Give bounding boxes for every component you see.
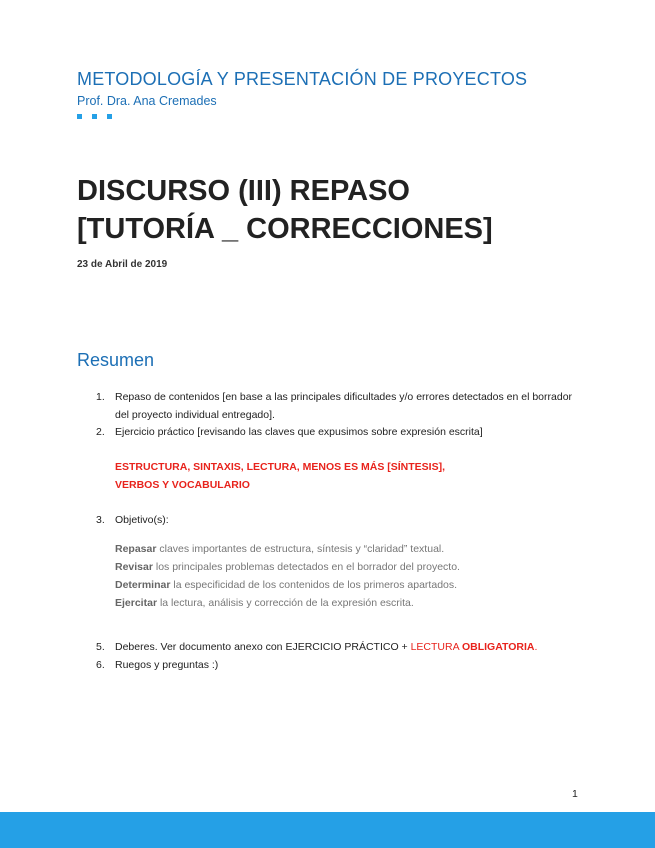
item-text	[115, 639, 575, 657]
list-item	[96, 512, 575, 530]
dot-2	[92, 114, 97, 119]
objective-text: claves importantes de estructura, síntesis y “claridad” textual.	[156, 543, 445, 555]
homework-end: .	[534, 641, 538, 653]
reading-label: LECTURA	[410, 641, 462, 653]
item-text: Objetivo(s):	[115, 514, 169, 526]
footer-band	[0, 812, 655, 848]
list-item	[96, 389, 575, 424]
key-topics-line-2: VERBOS Y VOCABULARIO	[115, 478, 250, 491]
item-number: 2.	[96, 426, 105, 438]
objective-verb: Revisar	[115, 561, 153, 573]
mandatory-label: OBLIGATORIA	[461, 641, 535, 653]
objective-item	[115, 540, 460, 558]
decorative-dots	[77, 114, 527, 119]
objective-verb: Repasar	[115, 543, 157, 555]
course-title: METODOLOGÍA Y PRESENTACIÓN DE PROYECTOS	[77, 69, 528, 89]
item-text: Ejercicio práctico [revisando las claves que expusimos sobre expresión escrita]	[115, 426, 483, 438]
dot-1	[77, 114, 82, 119]
objective-verb: Determinar	[115, 579, 171, 591]
professor-name: Prof. Dra. Ana Cremades	[77, 94, 217, 108]
item-number: 5.	[96, 641, 105, 653]
objective-text: los principales problemas detectados en el borrador del proyecto.	[152, 561, 460, 573]
objective-item	[115, 576, 460, 594]
objective-text: la especificidad de los contenidos de los primeros apartados.	[170, 579, 458, 591]
objective-verb: Ejercitar	[115, 597, 158, 609]
item-text: Ruegos y preguntas :)	[115, 658, 219, 671]
document-title	[77, 172, 493, 248]
summary-list-a	[96, 389, 575, 442]
objectives-list	[115, 540, 460, 612]
item-text: Repaso de contenidos [en base a las principales dificultades y/o errores detectados en el borrador del proyecto individual entregado].	[115, 391, 573, 421]
document-header	[77, 69, 527, 119]
summary-heading: Resumen	[77, 350, 155, 370]
list-item	[96, 639, 575, 657]
page-number: 1	[572, 788, 578, 800]
item-number: 3.	[96, 514, 105, 526]
list-item	[96, 424, 575, 442]
summary-list-c	[96, 639, 575, 674]
key-topics-line-1: ESTRUCTURA, SINTAXIS, LECTURA, MENOS ES MÁS [SÍNTESIS],	[115, 461, 445, 473]
list-item	[96, 657, 575, 675]
objective-text: la lectura, análisis y corrección de la expresión escrita.	[157, 597, 414, 609]
title-line-1: DISCURSO (III) REPASO	[77, 175, 410, 207]
dot-3	[107, 114, 112, 119]
title-line-2: [TUTORÍA _ CORRECCIONES]	[77, 213, 493, 245]
item-number: 1.	[96, 391, 105, 403]
objective-item	[115, 558, 460, 576]
item-number: 6.	[96, 658, 105, 671]
objective-item	[115, 594, 460, 612]
summary-list-b	[96, 512, 575, 530]
homework-text: Deberes. Ver documento anexo con EJERCICIO PRÁCTICO +	[115, 641, 411, 653]
key-topics-highlight	[115, 459, 445, 494]
document-date: 23 de Abril de 2019	[77, 259, 168, 270]
